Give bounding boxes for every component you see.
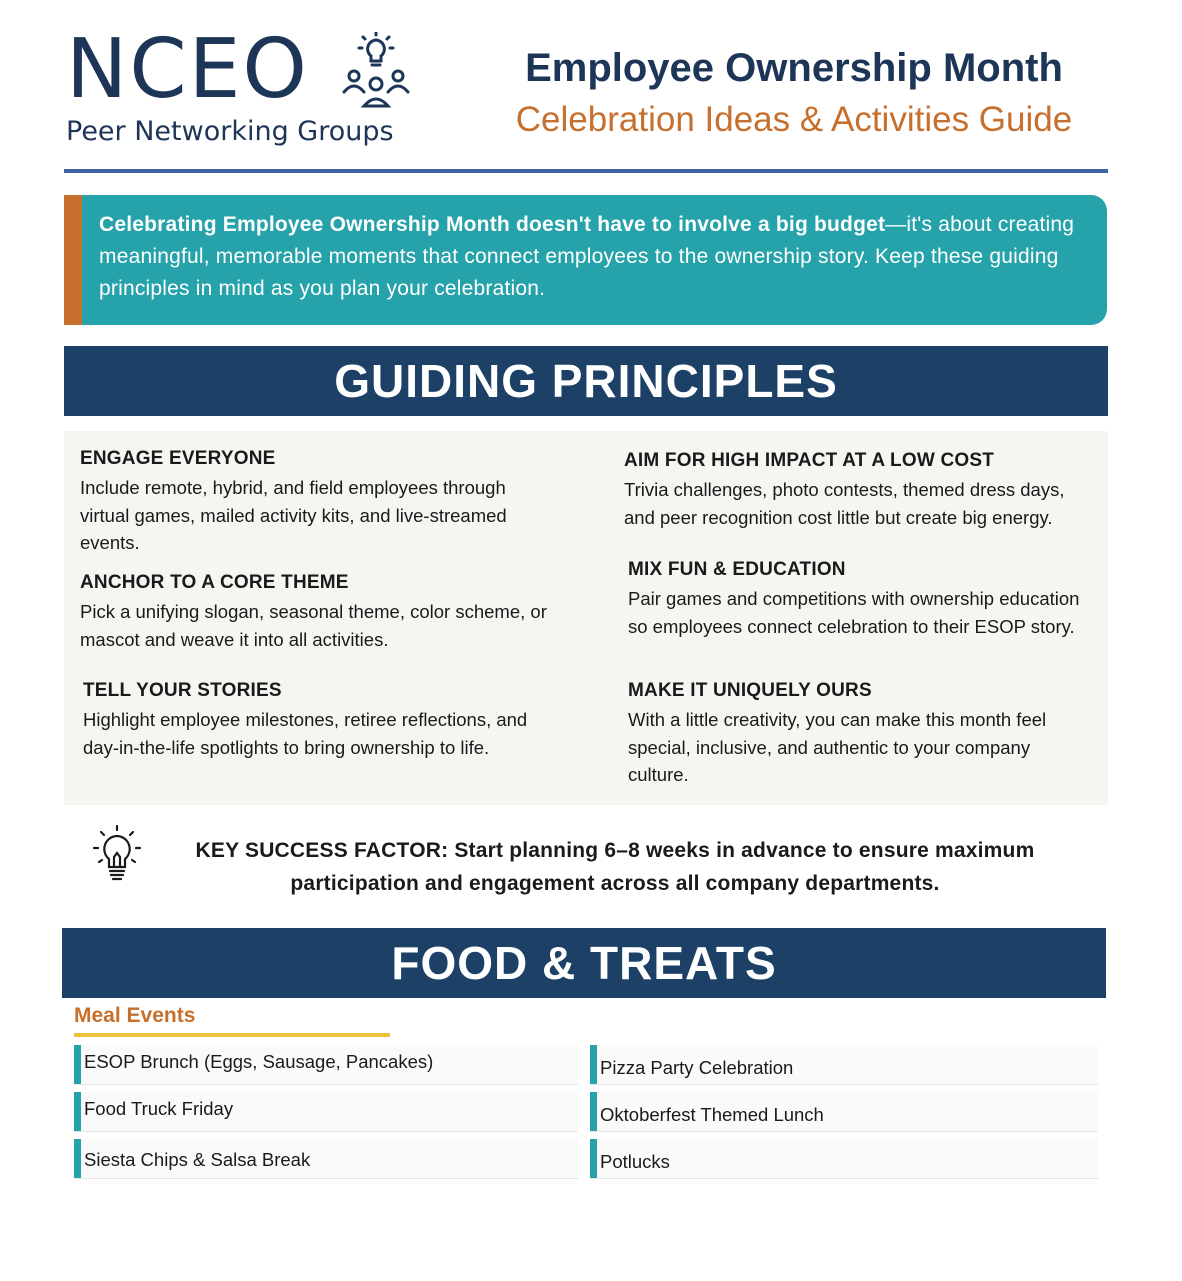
principle-engage (80, 448, 550, 557)
list-item-label: ESOP Brunch (Eggs, Sausage, Pancakes) (84, 1051, 434, 1072)
list-item-accent (74, 1092, 81, 1131)
list-item (74, 1045, 578, 1085)
principle-body: Highlight employee milestones, retiree reflections, and day-in-the-life spotlights to bring ownership to life. (83, 709, 528, 758)
intro-rest: —it's about creating meaningful, memorable moments that connect employees to the ownership story. Keep these guiding principles in mind as you plan your celebration. (99, 213, 1075, 300)
list-item-label: Potlucks (600, 1151, 670, 1172)
principle-heading: ANCHOR TO A CORE THEME (80, 572, 349, 593)
list-item-label: Oktoberfest Themed Lunch (600, 1104, 824, 1125)
intro-callout (64, 195, 1107, 325)
list-item-label: Food Truck Friday (84, 1098, 234, 1119)
principle-body: With a little creativity, you can make this month feel special, inclusive, and authentic to your company culture. (628, 709, 1047, 785)
list-item (74, 1092, 578, 1132)
principle-heading: TELL YOUR STORIES (83, 680, 282, 701)
page-title: Employee Ownership Month (525, 46, 1063, 90)
principle-mix (628, 559, 1088, 640)
list-item (74, 1139, 578, 1179)
key-success-callout (90, 824, 1090, 904)
header-divider (64, 169, 1108, 173)
list-item (590, 1092, 1098, 1132)
principle-heading: MAKE IT UNIQUELY OURS (628, 680, 872, 701)
principle-impact (624, 450, 1094, 531)
list-item-accent (74, 1045, 81, 1084)
people-lightbulb-icon (336, 32, 416, 108)
meal-events-heading: Meal Events (74, 1004, 196, 1027)
lightbulb-icon (90, 824, 144, 886)
key-success-text (150, 834, 1080, 900)
logo-wordmark: NCEO (66, 22, 309, 117)
list-item (590, 1139, 1098, 1179)
intro-text (99, 209, 1089, 305)
principle-heading: AIM FOR HIGH IMPACT AT A LOW COST (624, 450, 995, 471)
intro-bold: Celebrating Employee Ownership Month doesn't have to involve a big budget (99, 213, 886, 236)
principle-heading: MIX FUN & EDUCATION (628, 559, 846, 580)
intro-accent-bar (64, 195, 82, 325)
principle-anchor (80, 572, 560, 653)
principles-panel (64, 431, 1108, 805)
list-item (590, 1045, 1098, 1085)
list-item-label: Pizza Party Celebration (600, 1057, 794, 1078)
key-success-line-2: participation and engagement across all company departments. (290, 872, 940, 895)
principle-heading: ENGAGE EVERYONE (80, 448, 276, 469)
food-treats-banner: FOOD & TREATS (62, 928, 1106, 998)
key-success-line-1: KEY SUCCESS FACTOR: Start planning 6–8 weeks in advance to ensure maximum (195, 839, 1035, 862)
guiding-principles-banner: GUIDING PRINCIPLES (64, 346, 1108, 416)
principle-body: Trivia challenges, photo contests, themed dress days, and peer recognition cost little but create big energy. (624, 479, 1065, 528)
principle-stories (83, 680, 563, 761)
list-item-accent (590, 1045, 597, 1084)
list-item-label: Siesta Chips & Salsa Break (84, 1149, 311, 1170)
page-subtitle: Celebration Ideas & Activities Guide (515, 100, 1073, 139)
logo-subtitle: Peer Networking Groups (66, 116, 394, 147)
meal-events-underline (74, 1033, 390, 1037)
principle-body: Pair games and competitions with ownership education so employees connect celebration to their ESOP story. (628, 588, 1080, 637)
principle-body: Pick a unifying slogan, seasonal theme, color scheme, or mascot and weave it into all activities. (80, 601, 547, 650)
list-item-accent (590, 1139, 597, 1178)
principle-body: Include remote, hybrid, and field employees through virtual games, mailed activity kits, and live-streamed events. (80, 477, 507, 553)
list-item-accent (590, 1092, 597, 1131)
principle-unique (628, 680, 1078, 789)
page-header (64, 22, 1108, 168)
list-item-accent (74, 1139, 81, 1178)
